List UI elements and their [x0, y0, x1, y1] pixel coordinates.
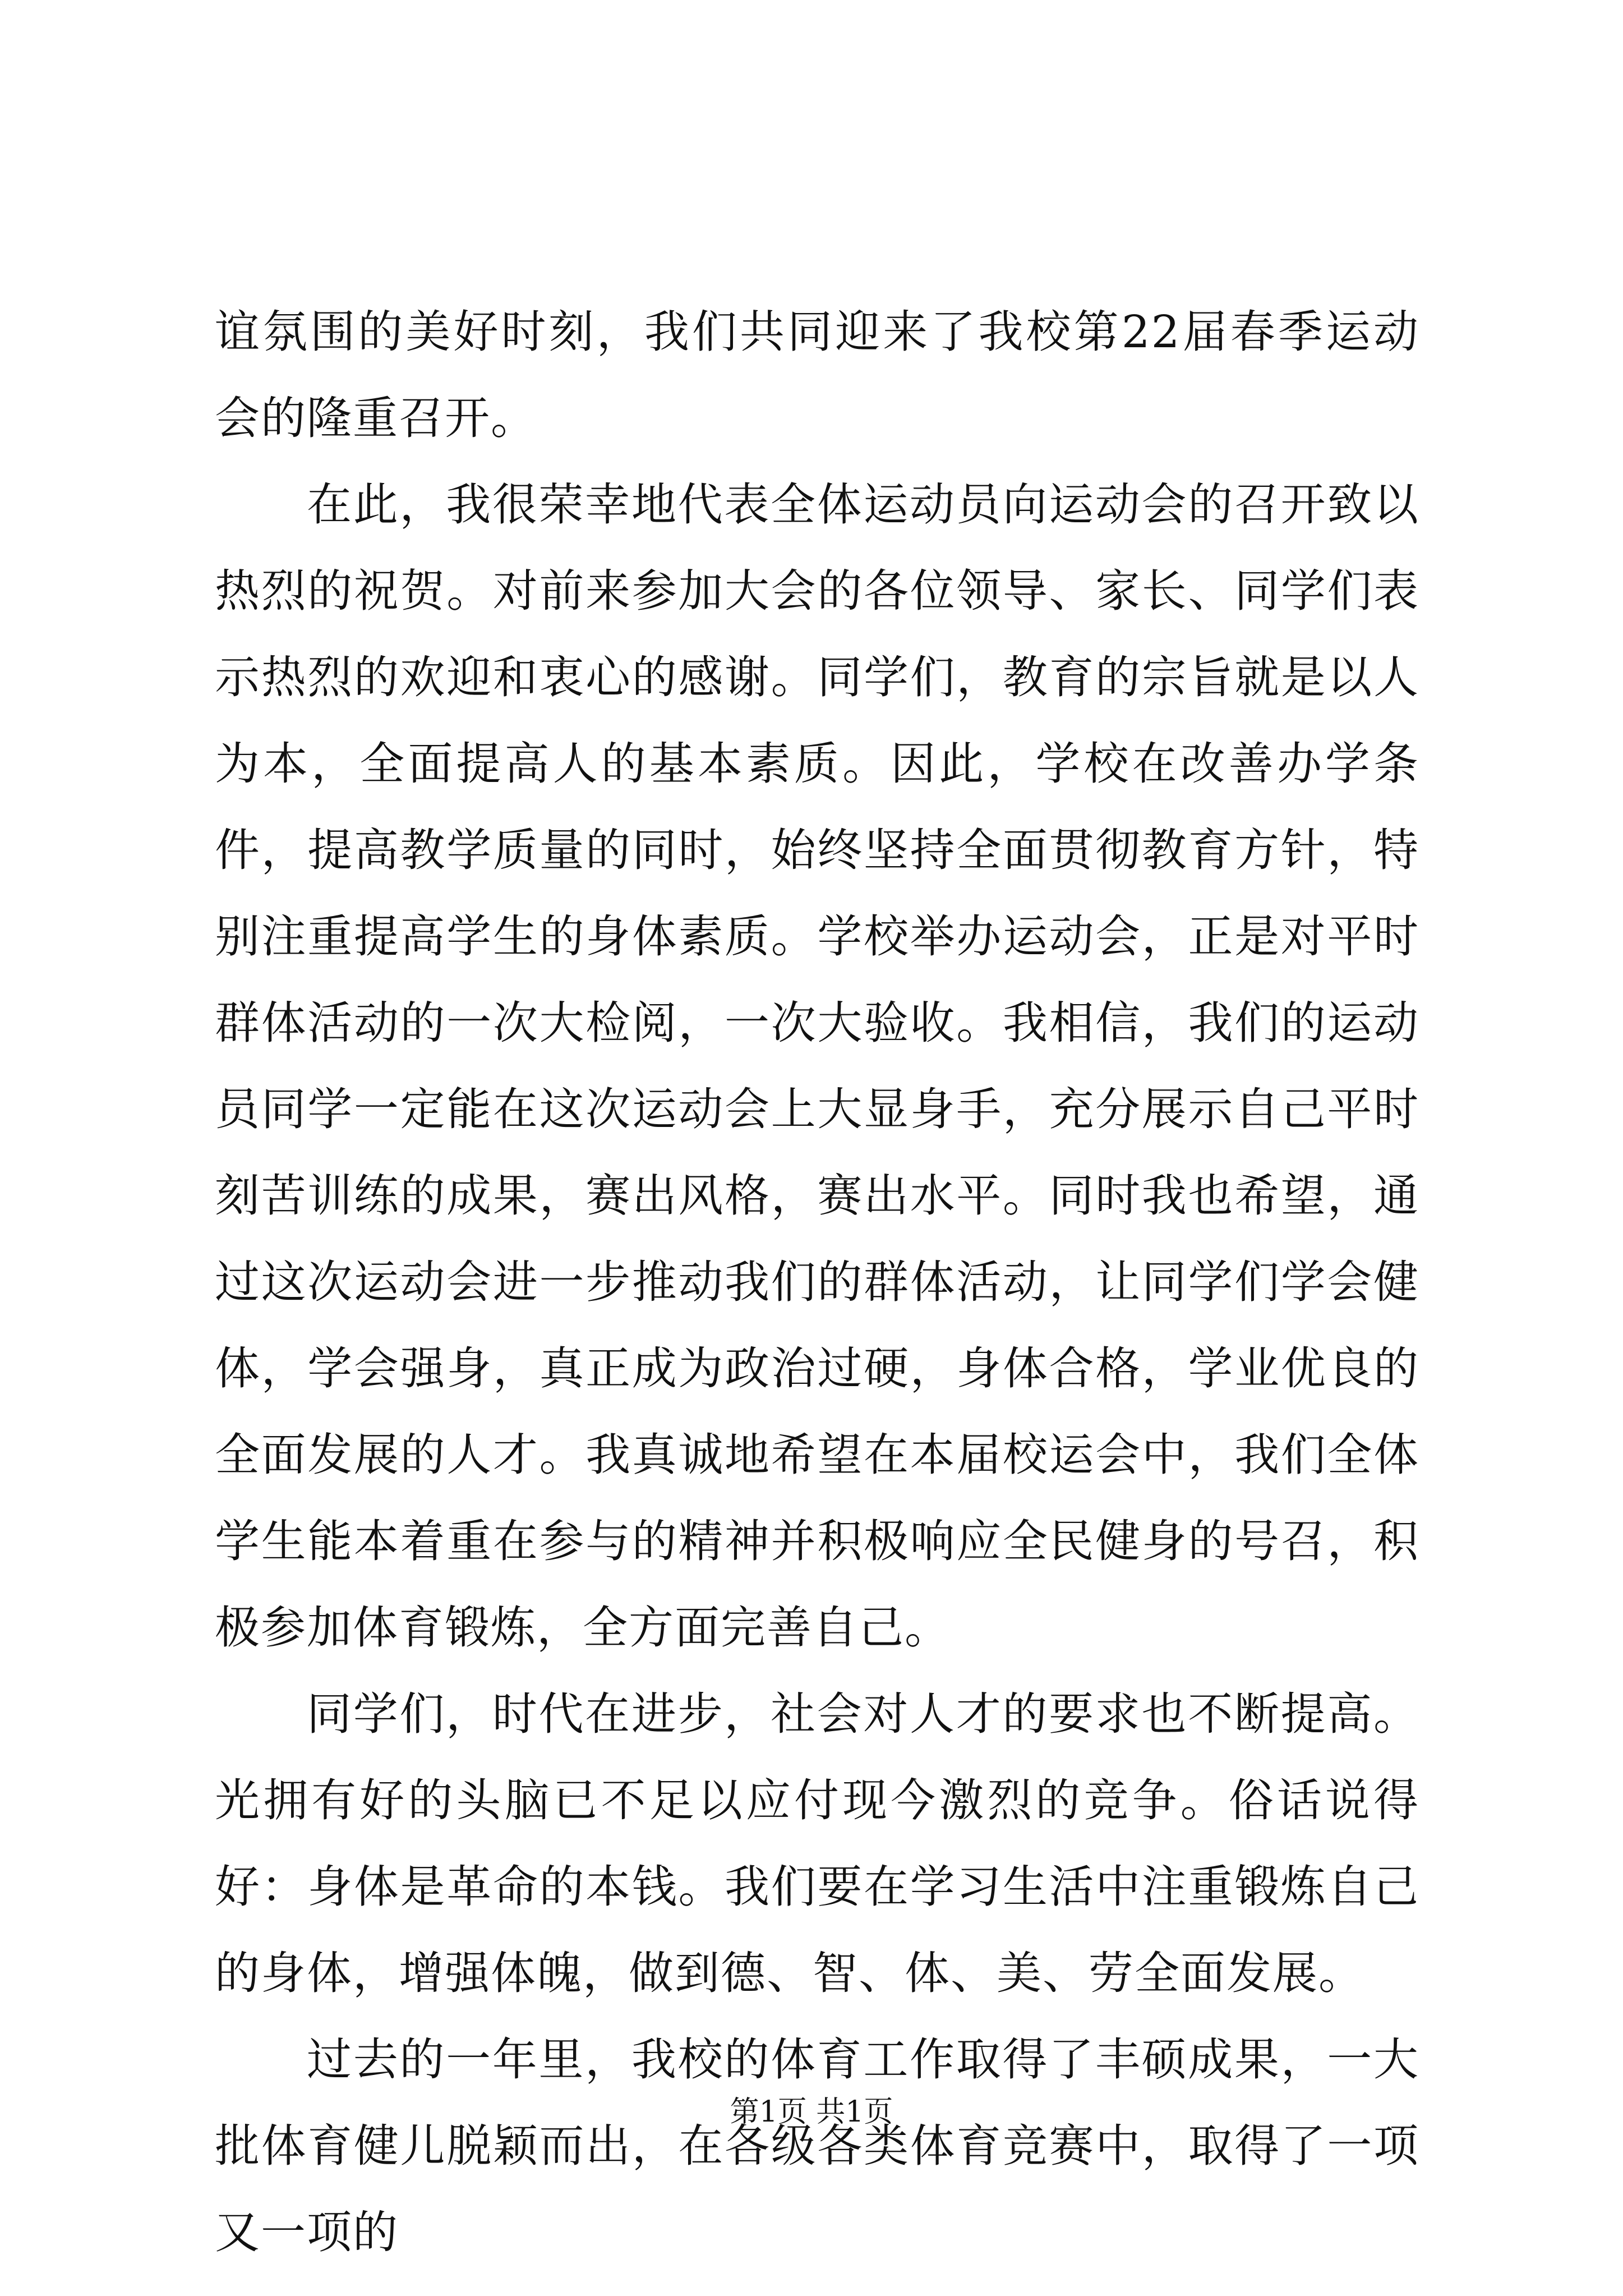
document-body: [215, 289, 1419, 2276]
paragraph-2: 在此，我很荣幸地代表全体运动员向运动会的召开致以热烈的祝贺。对前来参加大会的各位领导、家长、同学们表示热烈的欢迎和衷心的感谢。同学们，教育的宗旨就是以人为本，全面提高人的基本素质。因此，学校在改善办学条件，提高教学质量的同时，始终坚持全面贯彻教育方针，特别注重提高学生的身体素质。学校举办运动会，正是对平时群体活动的一次大检阅，一次大验收。我相信，我们的运动员同学一定能在这次运动会上大显身手，充分展示自己平时刻苦训练的成果，赛出风格，赛出水平。同时我也希望，通过这次运动会进一步推动我们的群体活动，让同学们学会健体，学会强身，真正成为政治过硬，身体合格，学业优良的全面发展的人才。我真诚地希望在本届校运会中，我们全体学生能本着重在参与的精神并积极响应全民健身的号召，积极参加体育锻炼，全方面完善自己。: [215, 478, 1419, 1654]
paragraph-1: 谊氛围的美好时刻，我们共同迎来了我校第22届春季运动会的隆重召开。: [215, 306, 1419, 444]
paragraph-3: 同学们，时代在进步，社会对人才的要求也不断提高。光拥有好的头脑已不足以应付现今激烈的竞争。俗话说得好：身体是革命的本钱。我们要在学习生活中注重锻炼自己的身体，增强体魄，做到德、智、体、美、劳全面发展。: [215, 1688, 1419, 1999]
page-number-label: 第1页 共1页: [730, 2095, 893, 2129]
page-footer: [0, 2092, 1623, 2132]
paragraph-4: 过去的一年里，我校的体育工作取得了丰硕成果，一大批体育健儿脱颖而出，在各级各类体育竞赛中，取得了一项又一项的: [215, 2033, 1419, 2258]
